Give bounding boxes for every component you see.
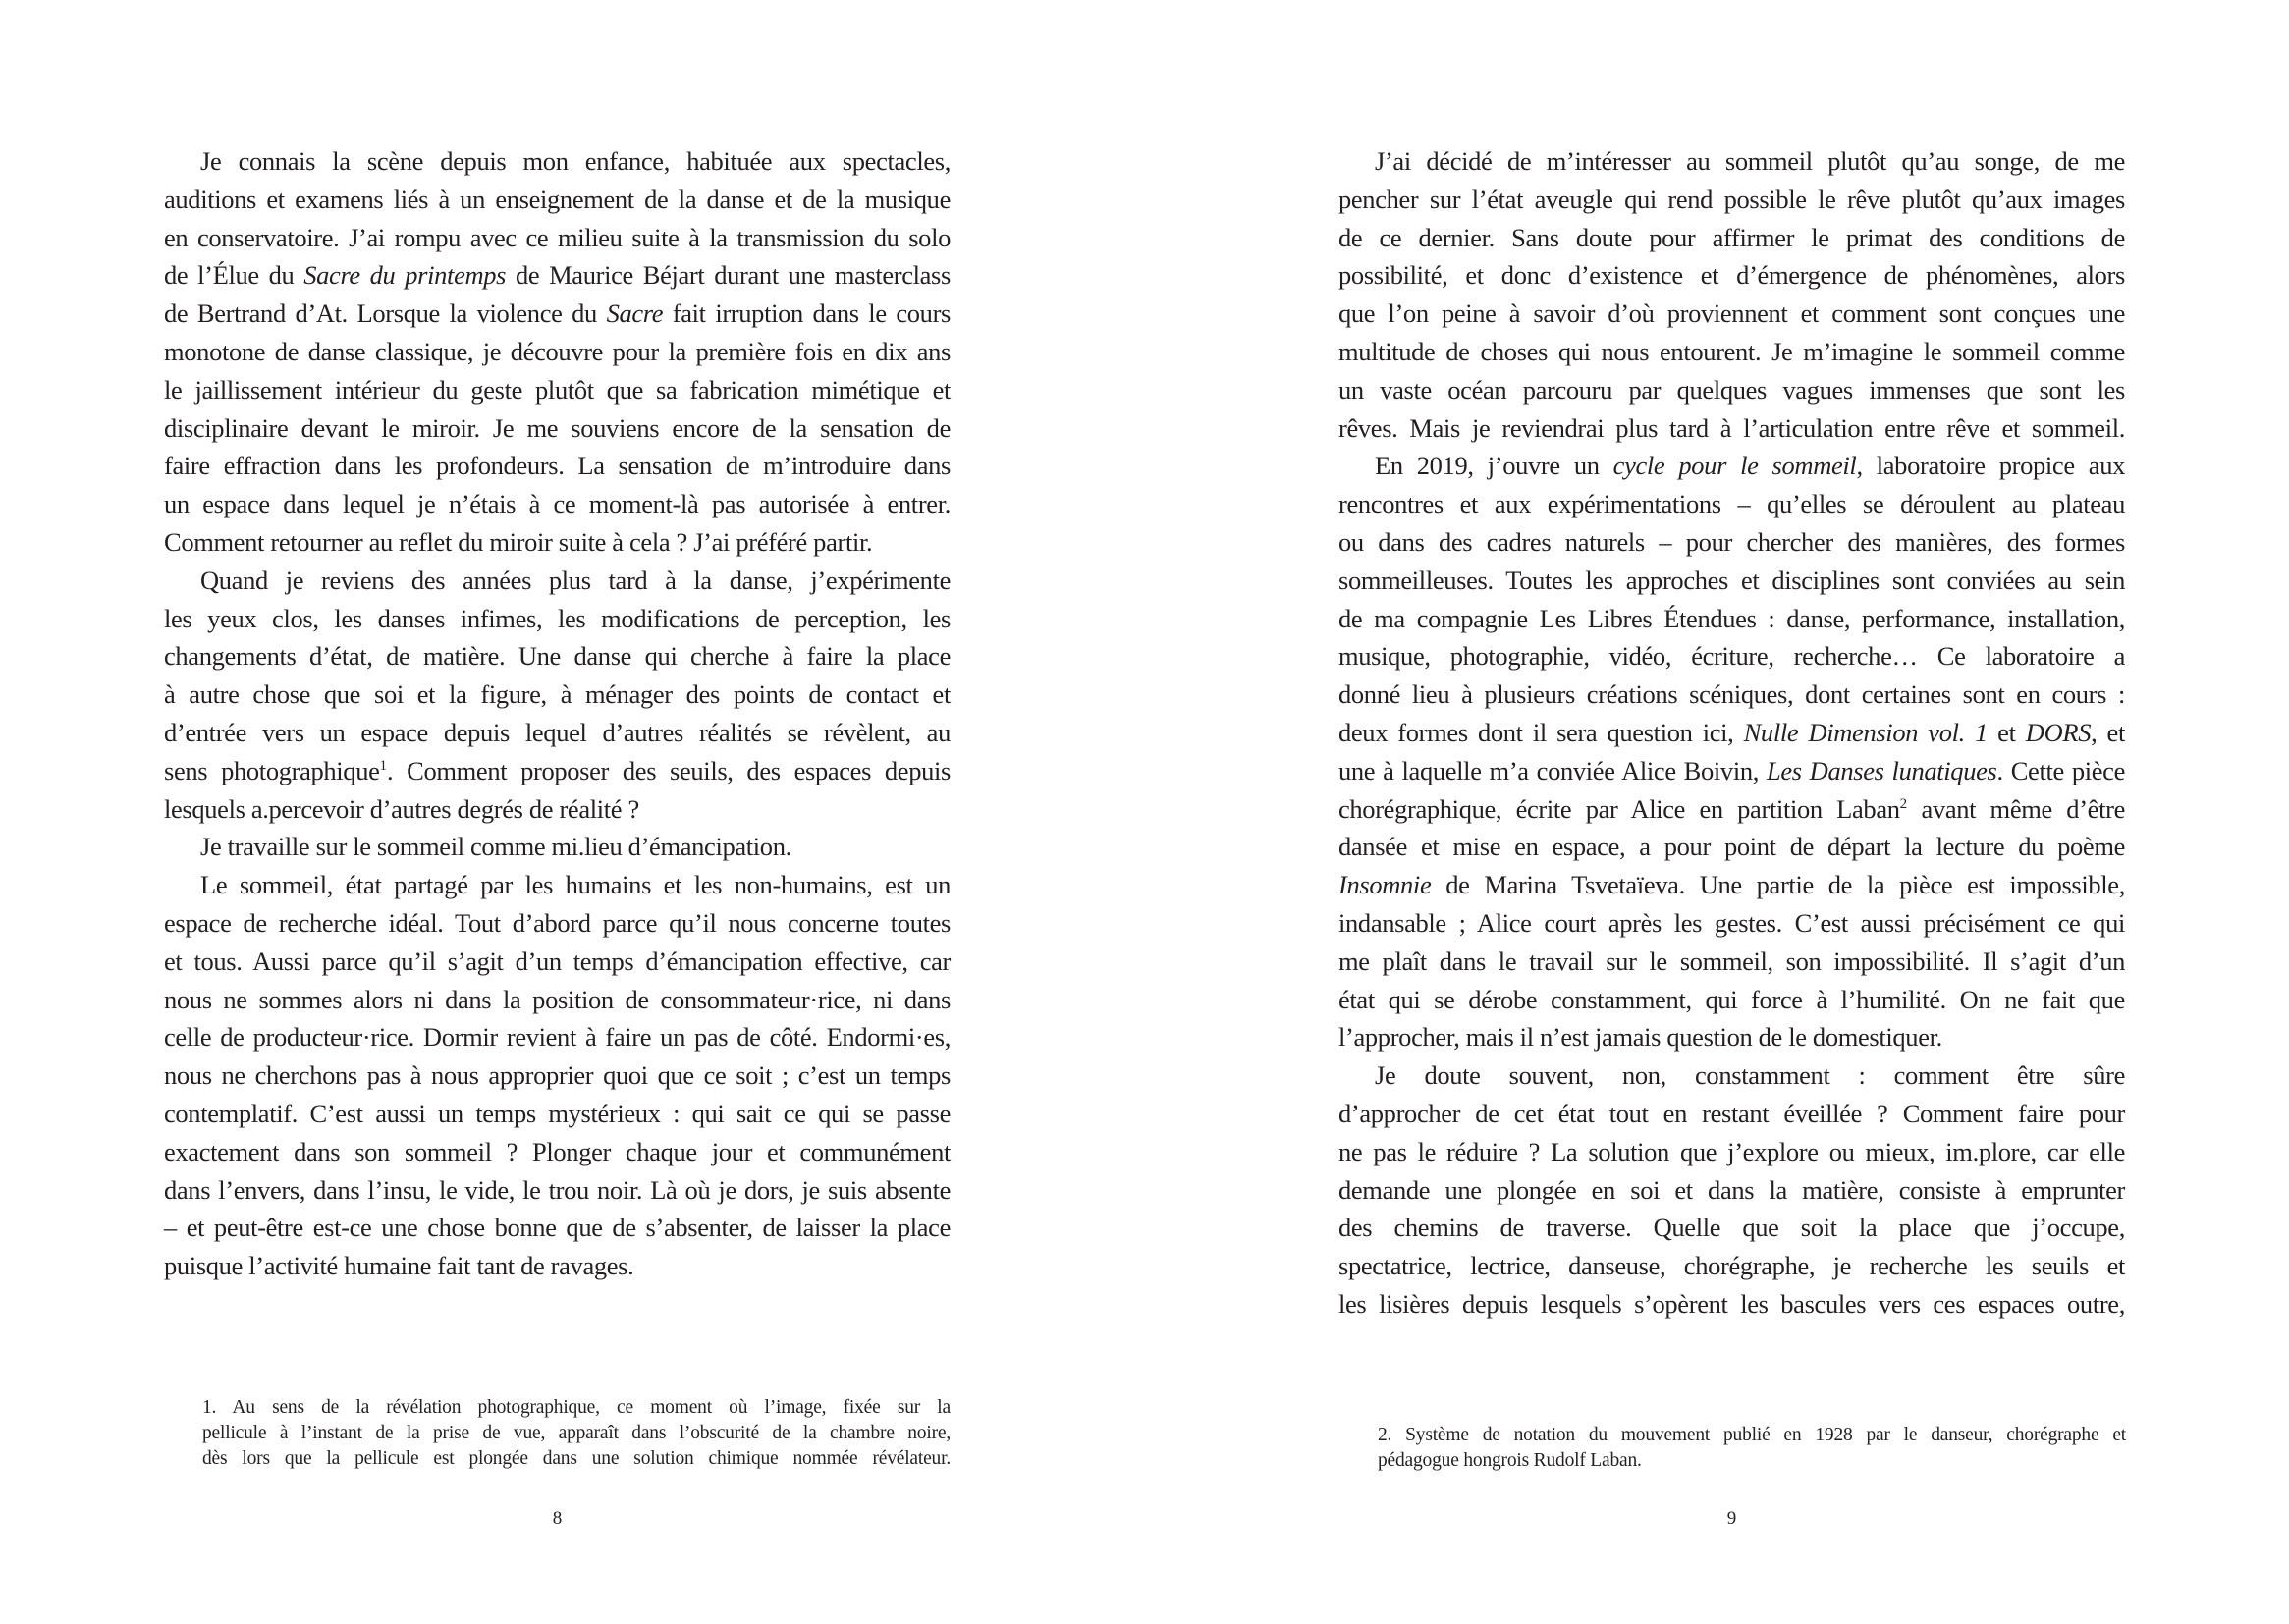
text-run: . Cette pièce xyxy=(1996,755,2125,785)
text-run: des chemins de traverse. Quelle que soit la place que j’occupe, xyxy=(1338,1213,2125,1243)
text-run: J’ai décidé de m’intéresser au sommeil plutôt qu’au songe, de me xyxy=(1375,146,2125,176)
text-line xyxy=(1338,676,2125,714)
text-run: nous ne sommes alors ni dans la position de consommateur·rice, ni dans xyxy=(164,984,951,1014)
text-run: espace de recherche idéal. Tout d’abord parce qu’il nous concerne toutes xyxy=(164,907,951,938)
text-run: musique, photographie, vidéo, écriture, recherche… Ce laboratoire a xyxy=(1338,641,2125,672)
text-run: faire effraction dans les profondeurs. La sensation de m’introduire dans xyxy=(164,451,951,481)
text-run: de Maurice Béjart durant une masterclass xyxy=(506,260,951,291)
text-run: Le sommeil, état partagé par les humains et les non-humains, est un xyxy=(200,870,951,900)
text-run: dansée et mise en espace, a pour point de départ la lecture du poème xyxy=(1338,832,2125,862)
text-line xyxy=(164,562,951,600)
text-run: de ma compagnie Les Libres Étendues : danse, performance, installation, xyxy=(1338,603,2125,633)
text-run: ou dans des cadres naturels – pour chercher des manières, des formes xyxy=(1338,526,2125,557)
text-run: puisque l’activité humaine fait tant de ravages. xyxy=(164,1251,634,1281)
text-line xyxy=(1338,943,2125,981)
text-line xyxy=(164,409,951,448)
text-run: un espace dans lequel je n’étais à ce moment-là pas autorisée à entrer. xyxy=(164,489,951,519)
text-line xyxy=(164,523,951,562)
footnote-reference[interactable]: 1 xyxy=(379,757,388,774)
text-run: , laboratoire propice aux xyxy=(1856,451,2125,481)
text-run: me plaît dans le travail sur le sommeil, son impossibilité. Il s’agit d’un xyxy=(1338,946,2125,976)
text-run: que l’on peine à savoir d’où proviennent et comment sont conçues une xyxy=(1338,298,2125,329)
text-run: Quand je reviens des années plus tard à la danse, j’expérimente xyxy=(200,565,951,595)
text-line xyxy=(164,219,951,257)
text-line xyxy=(1338,256,2125,295)
text-line xyxy=(164,1133,951,1171)
text-run: Je travaille sur le sommeil comme mi.lieu d’émancipation. xyxy=(200,832,791,862)
text-line xyxy=(164,637,951,676)
text-line xyxy=(1338,181,2125,219)
text-line xyxy=(164,1247,951,1285)
text-line xyxy=(164,181,951,219)
italic-title: cycle pour le sommeil xyxy=(1612,451,1857,481)
text-run: pédagogue hongrois Rudolf Laban. xyxy=(1378,1450,1642,1471)
text-run: un vaste océan parcouru par quelques vagues immenses que sont les xyxy=(1338,374,2125,405)
text-line xyxy=(202,1421,951,1446)
text-line xyxy=(1338,485,2125,523)
text-run: fait irruption dans le cours xyxy=(663,298,952,329)
text-run: et tous. Aussi parce qu’il s’agit d’un temps d’émancipation effective, car xyxy=(164,946,951,976)
text-run: sens photographique xyxy=(164,755,380,785)
body-text xyxy=(164,142,951,1285)
text-line xyxy=(164,1095,951,1133)
text-run: lesquels a.percevoir d’autres degrés de réalité ? xyxy=(164,793,639,824)
text-line xyxy=(1338,295,2125,333)
text-line xyxy=(1338,904,2125,943)
text-line xyxy=(1338,333,2125,371)
text-line xyxy=(202,1395,951,1421)
text-line xyxy=(1338,1056,2125,1095)
text-line xyxy=(164,676,951,714)
text-line xyxy=(202,1446,951,1472)
italic-title: Sacre xyxy=(606,298,664,329)
text-run: contemplatif. C’est aussi un temps mystérieux : qui sait ce qui se passe xyxy=(164,1098,951,1128)
text-line xyxy=(164,828,951,866)
text-run: ne pas le réduire ? La solution que j’explore ou mieux, im.plore, car elle xyxy=(1338,1136,2125,1166)
text-line xyxy=(1338,1209,2125,1247)
page-left xyxy=(0,0,1144,1624)
text-run: de Bertrand d’At. Lorsque la violence du xyxy=(164,298,607,329)
footnote-2 xyxy=(1378,1423,2126,1474)
text-line xyxy=(164,447,951,485)
text-run: le jaillissement intérieur du geste plutôt que sa fabrication mimétique et xyxy=(164,374,951,405)
text-line xyxy=(164,295,951,333)
text-line xyxy=(1338,562,2125,600)
text-run: pellicule à l’instant de la prise de vue, apparaît dans l’obscurité de la chambre noire, xyxy=(202,1423,951,1443)
text-run: en conservatoire. J’ai rompu avec ce milieu suite à la transmission du solo xyxy=(164,222,951,252)
text-run: donné lieu à plusieurs créations scéniques, dont certaines sont en cours : xyxy=(1338,679,2125,710)
page-right xyxy=(1145,0,2289,1624)
text-run: l’approcher, mais il n’est jamais question de le domestiquer. xyxy=(1338,1022,1942,1053)
text-line xyxy=(1338,447,2125,485)
text-line xyxy=(1338,1095,2125,1133)
text-run: Je doute souvent, non, constamment : comment être sûre xyxy=(1375,1060,2125,1091)
text-line xyxy=(1338,714,2125,752)
text-line xyxy=(1338,752,2125,790)
text-run: 1. Au sens de la révélation photographique, ce moment où l’image, fixée sur la xyxy=(202,1397,951,1418)
text-run: indansable ; Alice court après les gestes. C’est aussi précisément ce qui xyxy=(1338,907,2125,938)
text-line xyxy=(164,981,951,1019)
text-run: d’entrée vers un espace depuis lequel d’autres réalités se révèlent, au xyxy=(164,717,951,747)
text-run: pencher sur l’état aveugle qui rend possible le rêve plutôt qu’aux images xyxy=(1338,184,2125,214)
text-run: demande une plongée en soi et dans la matière, consiste à emprunter xyxy=(1338,1174,2125,1205)
text-run: . Comment proposer des seuils, des espaces depuis xyxy=(387,755,951,785)
text-run: sommeilleuses. Toutes les approches et disciplines sont conviées au sein xyxy=(1338,565,2125,595)
text-run: état qui se dérobe constamment, qui force à l’humilité. On ne fait que xyxy=(1338,984,2125,1014)
text-line xyxy=(1378,1423,2126,1448)
text-run: multitude de choses qui nous entourent. Je m’imagine le sommeil comme xyxy=(1338,336,2125,366)
text-run: possibilité, et donc d’existence et d’émergence de phénomènes, alors xyxy=(1338,260,2125,291)
text-run: deux formes dont il sera question ici, xyxy=(1338,717,1744,747)
text-line xyxy=(1338,866,2125,904)
text-line xyxy=(1338,637,2125,676)
italic-title: DORS xyxy=(2025,717,2092,747)
text-run: auditions et examens liés à un enseignement de la danse et de la musique xyxy=(164,184,951,214)
page-number: 9 xyxy=(1726,1508,1737,1529)
text-line xyxy=(1378,1448,2126,1474)
text-line xyxy=(164,371,951,409)
text-line xyxy=(1338,1133,2125,1171)
text-line xyxy=(164,904,951,943)
text-line xyxy=(1338,371,2125,409)
text-line xyxy=(1338,219,2125,257)
text-line xyxy=(164,600,951,638)
text-line xyxy=(1338,1247,2125,1285)
footnote-1 xyxy=(202,1395,951,1472)
italic-title: Les Danses lunatiques xyxy=(1766,755,1997,785)
text-line xyxy=(164,485,951,523)
text-line xyxy=(164,256,951,295)
text-run: celle de producteur·rice. Dormir revient à faire un pas de côté. Endormi·es, xyxy=(164,1022,951,1053)
text-line xyxy=(164,1018,951,1056)
text-run: disciplinaire devant le miroir. Je me souviens encore de la sensation de xyxy=(164,412,951,443)
text-line xyxy=(164,752,951,790)
text-line xyxy=(164,1056,951,1095)
text-line xyxy=(164,714,951,752)
text-run: avant même d’être xyxy=(1907,793,2125,824)
text-line xyxy=(1338,1285,2125,1324)
text-line xyxy=(1338,790,2125,829)
text-run: de l’Élue du xyxy=(164,260,304,291)
text-line xyxy=(164,866,951,904)
text-run: les yeux clos, les danses infimes, les modifications de perception, les xyxy=(164,603,951,633)
text-run: , et xyxy=(2091,717,2125,747)
text-run: rêves. Mais je reviendrai plus tard à l’articulation entre rêve et sommeil. xyxy=(1338,412,2125,443)
text-line xyxy=(1338,600,2125,638)
footnote-reference[interactable]: 2 xyxy=(1899,795,1908,812)
italic-title: Insomnie xyxy=(1338,870,1432,900)
text-run: chorégraphique, écrite par Alice en partition Laban xyxy=(1338,793,1900,824)
text-run: Comment retourner au reflet du miroir suite à cela ? J’ai préféré partir. xyxy=(164,526,873,557)
text-line xyxy=(164,943,951,981)
text-line xyxy=(1338,1018,2125,1056)
text-line xyxy=(1338,409,2125,448)
text-run: à autre chose que soi et la figure, à ménager des points de contact et xyxy=(164,679,951,710)
text-run: – et peut-être est-ce une chose bonne que de s’absenter, de laisser la place xyxy=(164,1213,951,1243)
text-run: Je connais la scène depuis mon enfance, habituée aux spectacles, xyxy=(200,146,951,176)
text-run: les lisières depuis lesquels s’opèrent les bascules vers ces espaces outre, xyxy=(1338,1288,2125,1319)
text-line xyxy=(1338,981,2125,1019)
body-text xyxy=(1338,142,2125,1324)
text-run: dès lors que la pellicule est plongée dans une solution chimique nommée révélateur. xyxy=(202,1448,951,1469)
text-run: exactement dans son sommeil ? Plonger chaque jour et communément xyxy=(164,1136,951,1166)
text-line xyxy=(164,1171,951,1210)
text-line xyxy=(1338,523,2125,562)
text-run: de Marina Tsvetaïeva. Une partie de la pièce est impossible, xyxy=(1431,870,2125,900)
text-run: monotone de danse classique, je découvre pour la première fois en dix ans xyxy=(164,336,951,366)
text-run: En 2019, j’ouvre un xyxy=(1375,451,1613,481)
text-line xyxy=(1338,828,2125,866)
text-line xyxy=(1338,1171,2125,1210)
text-line xyxy=(164,790,951,829)
italic-title: Sacre du printemps xyxy=(303,260,507,291)
text-line xyxy=(1338,142,2125,181)
page-number: 8 xyxy=(552,1508,563,1529)
text-line xyxy=(164,333,951,371)
text-run: une à laquelle m’a conviée Alice Boivin, xyxy=(1338,755,1767,785)
text-run: changements d’état, de matière. Une danse qui cherche à faire la place xyxy=(164,641,951,672)
text-line xyxy=(164,142,951,181)
text-run: rencontres et aux expérimentations – qu’elles se déroulent au plateau xyxy=(1338,489,2125,519)
text-run: de ce dernier. Sans doute pour affirmer le primat des conditions de xyxy=(1338,222,2125,252)
text-run: nous ne cherchons pas à nous approprier quoi que ce soit ; c’est un temps xyxy=(164,1060,951,1091)
text-run: et xyxy=(1987,717,2026,747)
text-run: 2. Système de notation du mouvement publié en 1928 par le danseur, chorégraphe et xyxy=(1378,1425,2126,1445)
text-run: spectatrice, lectrice, danseuse, chorégraphe, je recherche les seuils et xyxy=(1338,1251,2125,1281)
text-run: d’approcher de cet état tout en restant éveillée ? Comment faire pour xyxy=(1338,1098,2125,1128)
text-line xyxy=(164,1209,951,1247)
text-run: dans l’envers, dans l’insu, le vide, le trou noir. Là où je dors, je suis absente xyxy=(164,1174,951,1205)
italic-title: Nulle Dimension vol. 1 xyxy=(1743,717,1988,747)
